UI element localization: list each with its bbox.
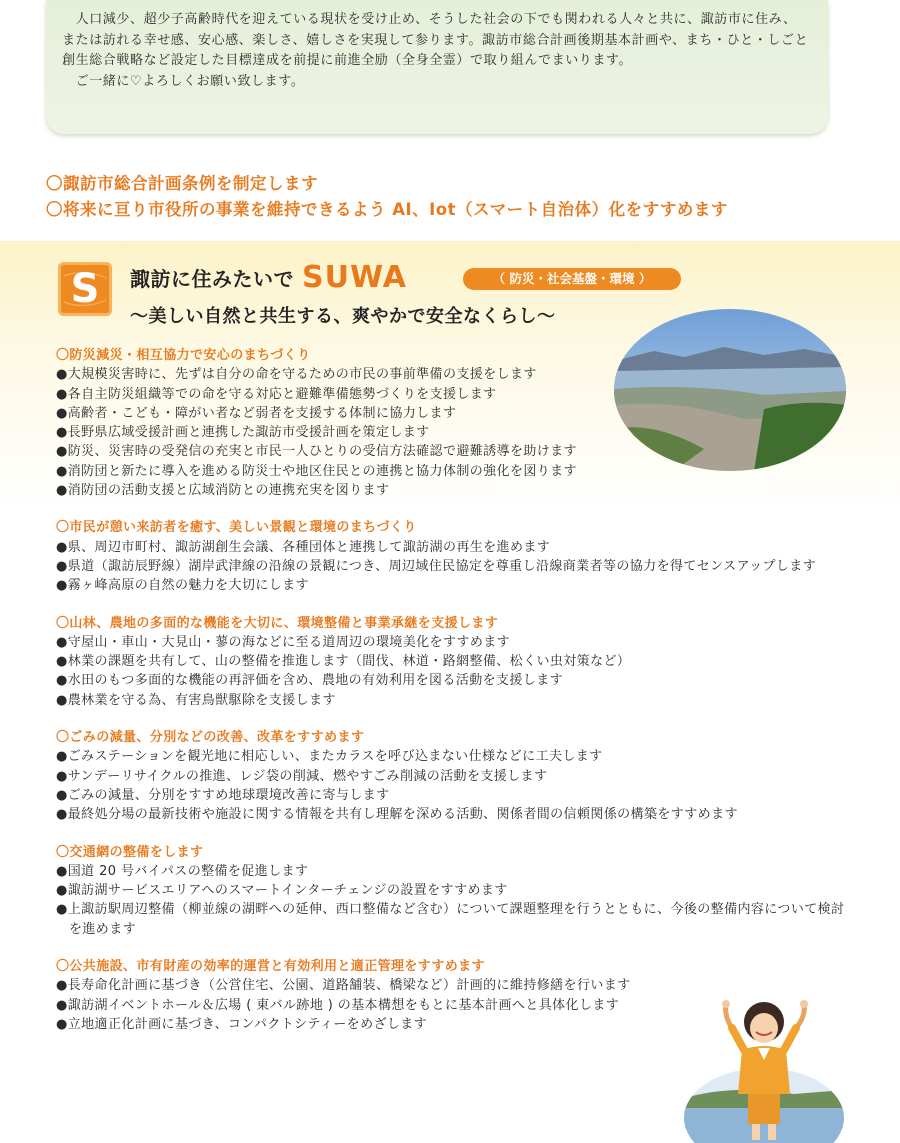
policy-item: ●防災、災害時の受発信の充実と市民一人ひとりの受信方法確認で避難誘導を助けます (56, 444, 577, 460)
policy-item: ●各自主防災組織等での命を守る対応と避難準備態勢づくりを支援します (56, 386, 497, 402)
policy-item: ●大規模災害時に、先ずは自分の命を守るための市民の事前準備の支援をします (56, 367, 537, 383)
policy-item: ●県道（諏訪辰野線）湖岸武津線の沿線の景観につき、周辺域住民協定を尊重し沿線商業者等の協力を得てセンスアップします (56, 558, 817, 574)
intro-closing: ご一緒に♡よろしくお願い致します。 (62, 73, 305, 89)
policy-item: ●県、周辺市町村、諏訪湖創生会議、各種団体と連携して諏訪湖の再生を進めます (56, 539, 551, 555)
pledge-item: 〇将来に亘り市役所の事業を維持できるよう AI、Iot（スマート自治体）化をすすめます (46, 200, 728, 219)
section-heading (130, 260, 407, 295)
policy-group (56, 518, 856, 595)
policy-item: ●守屋山・車山・大見山・蓼の海などに至る道周辺の環境美化をすすめます (56, 634, 511, 650)
policy-item: ●消防団の活動支援と広域消防との連携充実を図ります (56, 483, 390, 499)
policy-item: ●立地適正化計画に基づき、コンパクトシティーをめざします (56, 1016, 428, 1032)
policy-item: ●農林業を守る為、有害鳥獣駆除を支援します (56, 692, 336, 708)
policy-group (56, 843, 856, 939)
s-logo-letter: S (70, 266, 100, 312)
policy-group-title: 〇交通網の整備をします (56, 844, 204, 860)
policy-group-title: 〇山林、農地の多面的な機能を大切に、環境整備と事業承継を支援します (56, 615, 499, 631)
policy-group (56, 346, 856, 500)
pledge-list (46, 171, 728, 223)
section-s-logo-icon (58, 262, 112, 316)
intro-paragraph: 人口減少、超少子高齢時代を迎えている現状を受け止め、そうした社会の下でも関われる人々と共に、諏訪市に住み、または訪れる幸せ感、安心感、楽しさ、嬉しさを実現して参ります。諏訪市総合計画後期基本計画や、まち・ひと・しごと創生総合戦略など設定した目標達成を前提に前進全励（全身全霊）で取り組んでまいります。 (62, 12, 809, 68)
policy-item: ●諏訪湖イベントホール＆広場 ( 東バル跡地 ) の基本構想をもとに基本計画へと具体化します (56, 997, 620, 1013)
policy-item: ●最終処分場の最新技術や施設に関する情報を共有し理解を深める活動、関係者間の信頼関係の構築をすすめます (56, 807, 738, 823)
section-subtitle: ～美しい自然と共生する、爽やかで安全なくらし～ (130, 306, 556, 327)
section-title-en: SUWA (302, 260, 407, 295)
policy-group (56, 614, 856, 710)
policy-groups (56, 346, 856, 1052)
policy-item: ●高齢者・こども・障がい者など弱者を支援する体制に協力します (56, 405, 457, 421)
policy-item: ●長寿命化計画に基づき（公営住宅、公園、道路舗装、橋梁など）計画的に維持修繕を行います (56, 978, 631, 994)
policy-item: ●ごみの減量、分別をすすめ地球環境改善に寄与します (56, 787, 390, 803)
policy-item: ●消防団と新たに導入を進める防災士や地区住民との連携と協力体制の強化を図ります (56, 463, 577, 479)
policy-group (56, 728, 856, 824)
policy-group-title: 〇市民が憩い来訪者を癒す、美しい景観と環境のまちづくり (56, 520, 417, 536)
policy-item: ●霧ヶ峰高原の自然の魅力を大切にします (56, 578, 309, 594)
policy-item: ●林業の課題を共有して、山の整備を推進します（間伐、林道・路網整備、松くい虫対策など） (56, 654, 631, 670)
section-title: 諏訪に住みたいで (130, 267, 294, 291)
candidate-illustration (684, 998, 864, 1143)
policy-group-title: 〇防災減災・相互協力で安心のまちづくり (56, 348, 311, 363)
intro-box (46, 0, 828, 134)
policy-group-title: 〇ごみの減量、分別などの改善、改革をすすめます (56, 730, 365, 746)
policy-item: ●上諏訪駅周辺整備（柳並線の湖畔への延伸、西口整備など含む）について課題整理を行うとともに、今後の整備内容について検討を進めます (56, 902, 845, 937)
policy-item: ●国道 20 号バイパスの整備を促進します (56, 863, 309, 879)
policy-item: ●水田のもつ多面的な機能の再評価を含め、農地の有効利用を図る活動を支援します (56, 673, 564, 689)
policy-item: ●ごみステーションを観光地に相応しい、またカラスを呼び込まない仕様などに工夫します (56, 749, 603, 765)
policy-group-title: 〇公共施設、市有財産の効率的運営と有効利用と適正管理をすすめます (56, 959, 485, 975)
section-category-badge: （ 防災・社会基盤・環境 ） (463, 268, 681, 290)
pledge-item: 〇諏訪市総合計画条例を制定します (46, 174, 318, 193)
policy-item: ●長野県広域受援計画と連携した諏訪市受援計画を策定します (56, 425, 430, 441)
policy-item: ●諏訪湖サービスエリアへのスマートインターチェンジの設置をすすめます (56, 883, 508, 899)
policy-item: ●サンデーリサイクルの推進、レジ袋の削減、燃やすごみ削減の活動を支援します (56, 768, 548, 784)
